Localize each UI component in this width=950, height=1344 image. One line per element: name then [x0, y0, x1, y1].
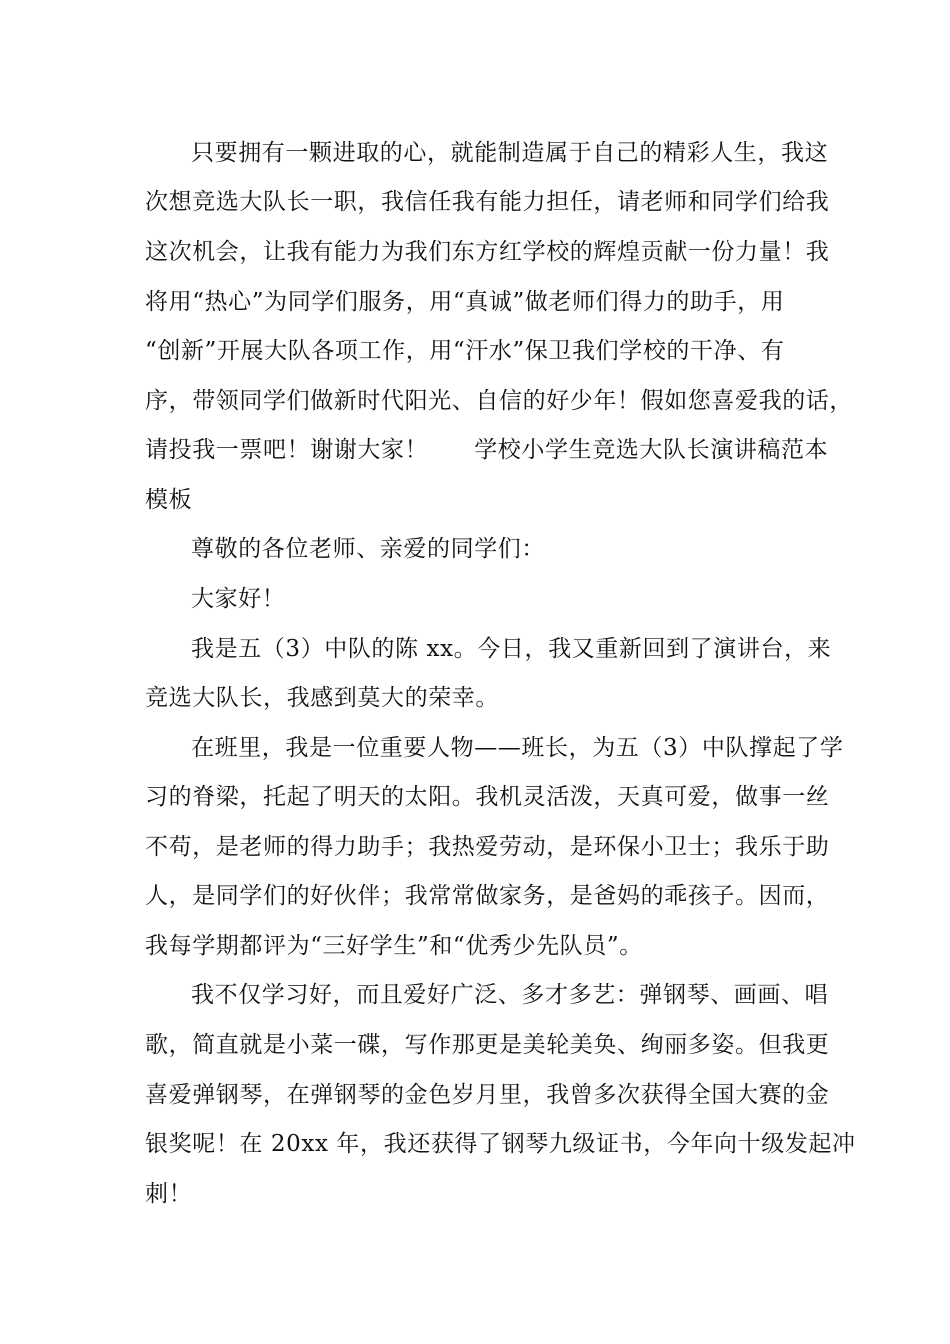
paragraph-3-line-3: 不苟，是老师的得力助手；我热爱劳动，是环保小卫士；我乐于助	[145, 834, 830, 860]
paragraph-3-line-1: 在班里，我是一位重要人物——班长，为五（3）中队撑起了学	[191, 735, 844, 761]
paragraph-3-line-5: 我每学期都评为“三好学生”和“优秀少先队员”。	[145, 933, 643, 959]
closing-thanks: 请投我一票吧！谢谢大家！	[145, 437, 429, 463]
paragraph-4-line-4: 银奖呢！在 20xx 年，我还获得了钢琴九级证书，今年向十级发起冲	[145, 1131, 856, 1157]
paragraph-3-line-4: 人，是同学们的好伙伴；我常常做家务，是爸妈的乖孩子。因而，	[145, 883, 830, 909]
paragraph-1-line-5: “创新”开展大队各项工作，用“汗水”保卫我们学校的干净、有	[145, 338, 785, 364]
hello-line: 大家好！	[191, 586, 286, 612]
paragraph-4-line-1: 我不仅学习好，而且爱好广泛、多才多艺：弹钢琴、画画、唱	[191, 982, 829, 1008]
paragraph-4-line-3: 喜爱弹钢琴，在弹钢琴的金色岁月里，我曾多次获得全国大赛的金	[145, 1082, 830, 1108]
paragraph-1-line-3: 这次机会，让我有能力为我们东方红学校的辉煌贡献一份力量！我	[145, 239, 830, 265]
greeting: 尊敬的各位老师、亲爱的同学们：	[191, 536, 545, 562]
paragraph-4-line-2: 歌，简直就是小菜一碟，写作那更是美轮美奂、绚丽多姿。但我更	[145, 1032, 830, 1058]
paragraph-4-line-5: 刺！	[145, 1181, 193, 1207]
paragraph-1-line-4: 将用“热心”为同学们服务，用“真诚”做老师们得力的助手，用	[145, 289, 785, 315]
inline-document-title: 学校小学生竞选大队长演讲稿范本	[474, 437, 829, 463]
paragraph-2-line-1: 我是五（3）中队的陈 xx。今日，我又重新回到了演讲台，来	[191, 636, 832, 662]
paragraph-1-line-6: 序，带领同学们做新时代阳光、自信的好少年！假如您喜爱我的话，	[145, 388, 853, 414]
paragraph-3-line-2: 习的脊梁，托起了明天的太阳。我机灵活泼，天真可爱，做事一丝	[145, 784, 830, 810]
title-wrap-line: 模板	[145, 487, 193, 513]
paragraph-2-line-2: 竞选大队长，我感到莫大的荣幸。	[145, 685, 499, 711]
paragraph-1-line-2: 次想竞选大队长一职，我信任我有能力担任，请老师和同学们给我	[145, 189, 830, 215]
paragraph-1-line-7	[145, 435, 829, 465]
paragraph-1-line-1: 只要拥有一颗进取的心，就能制造属于自己的精彩人生，我这	[191, 140, 829, 166]
